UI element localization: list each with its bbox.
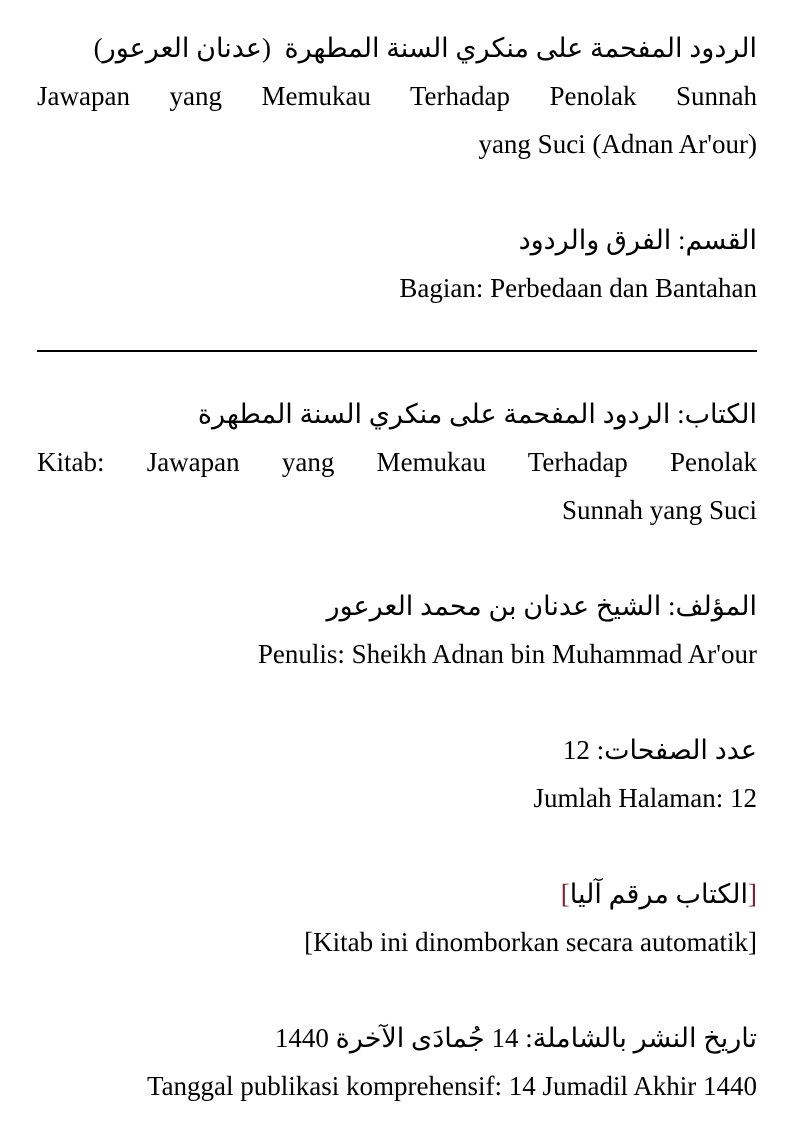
book-title-arabic: الردود المفحمة على منكري السنة المطهرة (عدنان العرعور) <box>93 33 757 63</box>
numbering-note-close-bracket: ] <box>560 879 570 909</box>
section-label-translation: Bagian: Perbedaan dan Bantahan <box>399 273 757 303</box>
numbering-note-arabic-text: الكتاب مرقم آليا <box>569 879 748 909</box>
numbering-note-arabic <box>37 870 757 918</box>
divider-line <box>37 350 757 352</box>
kitab-field-translation-line1: Kitab: Jawapan yang Memukau Terhadap Penolak <box>37 447 757 477</box>
section-label-arabic: القسم: الفرق والردود <box>518 225 757 255</box>
page-count-field-arabic: عدد الصفحات: 12 <box>562 735 757 765</box>
publish-date-field-translation: Tanggal publikasi komprehensif: 14 Jumadil Akhir 1440 <box>146 1071 757 1101</box>
author-field-translation: Penulis: Sheikh Adnan bin Muhammad Ar'our <box>257 639 757 669</box>
kitab-field-translation-line2: Sunnah yang Suci <box>562 495 757 525</box>
publish-date-field-arabic: تاريخ النشر بالشاملة: 14 جُمادَى الآخرة 1440 <box>274 1023 757 1053</box>
author-field-arabic: المؤلف: الشيخ عدنان بن محمد العرعور <box>326 591 757 621</box>
book-title-translation-line2: yang Suci (Adnan Ar'our) <box>478 129 757 159</box>
numbering-note-open-bracket: [ <box>748 879 757 909</box>
numbering-note-translation: [Kitab ini dinomborkan secara automatik] <box>304 927 757 957</box>
book-title-translation-line1: Jawapan yang Memukau Terhadap Penolak Sunnah <box>37 81 757 111</box>
page-count-field-translation: Jumlah Halaman: 12 <box>533 783 757 813</box>
kitab-field-arabic: الكتاب: الردود المفحمة على منكري السنة المطهرة <box>197 399 757 429</box>
